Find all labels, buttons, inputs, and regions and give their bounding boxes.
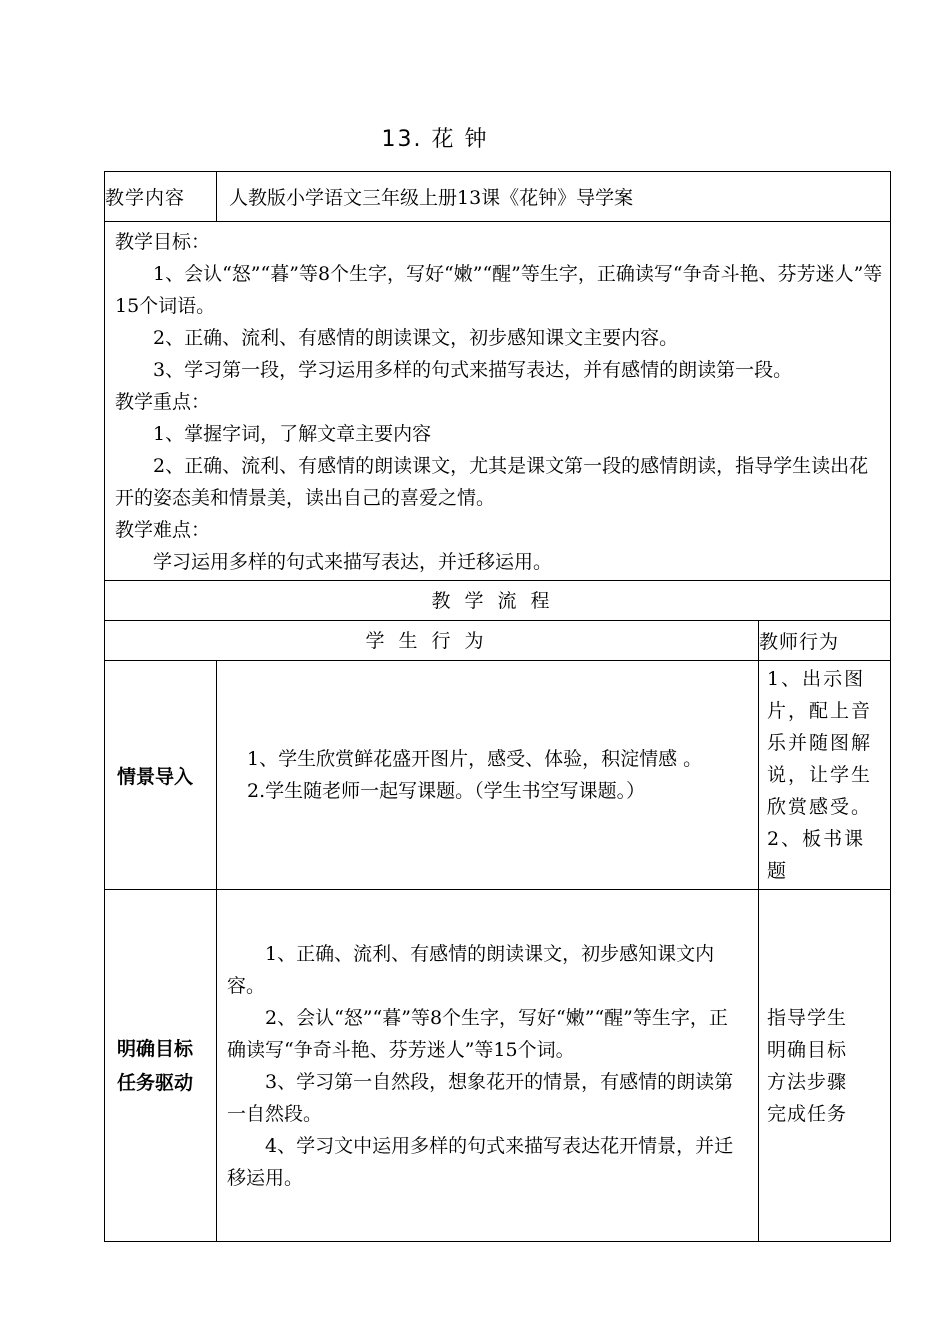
student-item: 2.学生随老师一起写课题。（学生书空写课题。） [247, 780, 646, 802]
teacher-item: 2、板书课题 [767, 828, 866, 882]
difficulty-text: 学习运用多样的句式来描写表达，并迁移运用。 [153, 551, 553, 573]
teacher-activity [759, 661, 891, 890]
student-activity [217, 661, 759, 890]
lesson-plan-table [104, 171, 891, 1242]
stage-name-line: 明确目标 [117, 1037, 194, 1060]
content-value: 人教版小学语文三年级上册13课《花钟》导学案 [217, 172, 891, 222]
student-column-header: 学生行为 [105, 621, 759, 661]
goal-item: 1、会认“怒”“暮”等8个生字，写好“嫩”“醒”等生字，正确读写“争奇斗艳、芬芳迷人”等15个词语。 [115, 263, 883, 317]
student-item: 1、学生欣赏鲜花盛开图片，感受、体验，积淀情感 。 [247, 748, 703, 770]
goal-heading: 教学目标： [115, 231, 211, 253]
objectives-cell [105, 222, 891, 581]
column-header-row [105, 621, 891, 661]
content-row [105, 172, 891, 222]
teacher-column-header: 教师行为 [759, 621, 891, 661]
key-heading: 教学重点： [115, 391, 211, 413]
student-item: 1、正确、流利、有感情的朗读课文，初步感知课文内容。 [227, 942, 715, 997]
teacher-item: 方法步骤 [767, 1070, 848, 1093]
key-item: 2、正确、流利、有感情的朗读课文，尤其是课文第一段的感情朗读，指导学生读出花开的姿态美和情景美，读出自己的喜爱之情。 [115, 455, 869, 509]
stage-row [105, 661, 891, 890]
student-item: 4、学习文中运用多样的句式来描写表达花开情景，并迁移运用。 [227, 1134, 734, 1189]
teacher-item: 完成任务 [767, 1102, 848, 1125]
goal-item: 2、正确、流利、有感情的朗读课文，初步感知课文主要内容。 [153, 327, 679, 349]
student-item: 2、会认“怒”“暮”等8个生字，写好“嫩”“醒”等生字，正确读写“争奇斗艳、芬芳迷人”等15个词。 [227, 1006, 728, 1061]
key-item: 1、掌握字词，了解文章主要内容 [153, 423, 432, 445]
page-title: 13. 花 钟 [381, 127, 489, 152]
teacher-item: 1、出示图片，配上音乐并随图解说，让学生欣赏感受。 [767, 668, 873, 818]
student-activity [217, 890, 759, 1242]
teacher-item: 明确目标 [767, 1038, 848, 1061]
stage-row [105, 890, 891, 1242]
content-label: 教学内容 [105, 172, 217, 222]
stage-name: 情景导入 [105, 661, 217, 890]
student-item: 3、学习第一自然段，想象花开的情景，有感情的朗读第一自然段。 [227, 1070, 734, 1125]
process-heading-row [105, 581, 891, 621]
stage-name [105, 890, 217, 1242]
goal-item: 3、学习第一段，学习运用多样的句式来描写表达，并有感情的朗读第一段。 [153, 359, 793, 381]
teacher-activity [759, 890, 891, 1242]
difficulty-heading: 教学难点： [115, 519, 211, 541]
objectives-row [105, 222, 891, 581]
process-heading: 教学流程 [105, 581, 891, 621]
stage-name-line: 任务驱动 [117, 1071, 194, 1094]
teacher-item: 指导学生 [767, 1006, 848, 1029]
